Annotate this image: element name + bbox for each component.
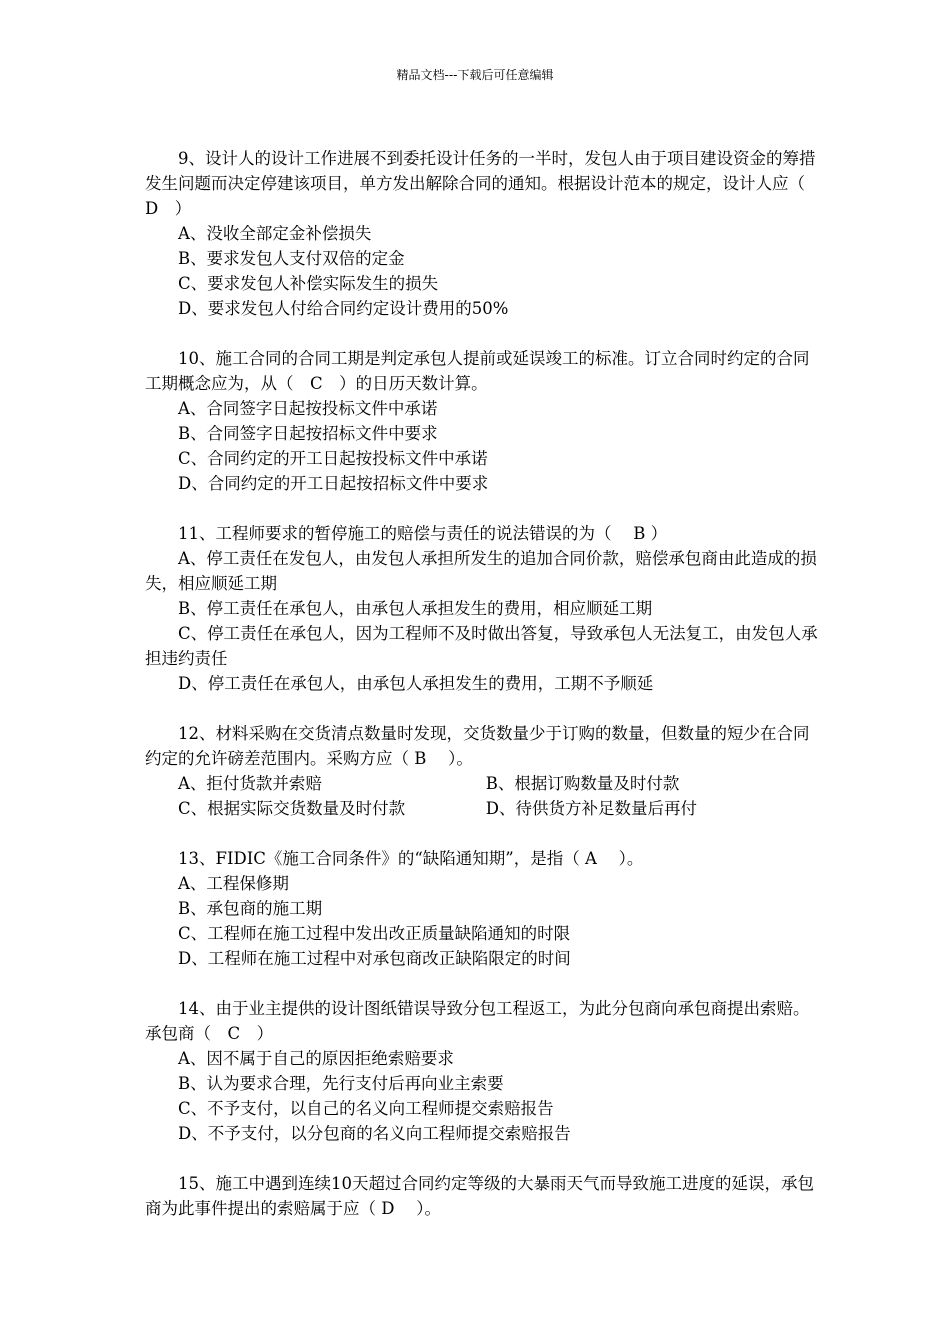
question-13: [145, 846, 825, 971]
option-b: B、合同签字日起按招标文件中要求: [178, 424, 438, 443]
question-stem: 11、工程师要求的暂停施工的赔偿与责任的说法错误的为（ B ）: [178, 524, 668, 543]
option-a: A、工程保修期: [178, 874, 289, 893]
option-d: D、待供货方补足数量后再付: [485, 799, 697, 818]
option-d: D、合同约定的开工日起按招标文件中要求: [178, 474, 489, 493]
question-stem: 9、设计人的设计工作进展不到委托设计任务的一半时，发包人由于项目建设资金的筹措发生问题而决定停建该项目，单方发出解除合同的通知。根据设计范本的规定，设计人应（ D ）: [145, 149, 822, 218]
option-b: B、要求发包人支付双倍的定金: [178, 249, 405, 268]
question-10: [145, 346, 825, 496]
option-a: A、没收全部定金补偿损失: [178, 224, 372, 243]
document-body: [145, 146, 825, 1246]
option-a: A、合同签字日起按投标文件中承诺: [178, 399, 438, 418]
option-d: D、停工责任在承包人，由承包人承担发生的费用，工期不予顺延: [178, 674, 654, 693]
page-header: 精品文档---下载后可任意编辑: [396, 68, 554, 82]
option-a: A、停工责任在发包人，由发包人承担所发生的追加合同价款，赔偿承包商由此造成的损失，相应顺延工期: [145, 549, 817, 593]
option-c: C、合同约定的开工日起按投标文件中承诺: [178, 449, 488, 468]
question-stem: 10、施工合同的合同工期是判定承包人提前或延误竣工的标准。订立合同时约定的合同工期概念应为，从（ C ）的日历天数计算。: [145, 349, 810, 393]
option-d: D、工程师在施工过程中对承包商改正缺陷限定的时间: [178, 949, 571, 968]
option-a: A、因不属于自己的原因拒绝索赔要求: [178, 1049, 454, 1068]
option-d: D、要求发包人付给合同约定设计费用的50%: [178, 299, 509, 318]
option-d: D、不予支付，以分包商的名义向工程师提交索赔报告: [178, 1124, 571, 1143]
option-a: A、拒付货款并索赔: [178, 774, 322, 793]
question-stem: 15、施工中遇到连续10天超过合同约定等级的大暴雨天气而导致施工进度的延误，承包商为此事件提出的索赔属于应（ D ）。: [145, 1174, 814, 1218]
option-c: C、停工责任在承包人，因为工程师不及时做出答复，导致承包人无法复工，由发包人承担违约责任: [145, 624, 818, 668]
question-12: [145, 721, 825, 821]
question-stem: 14、由于业主提供的设计图纸错误导致分包工程返工，为此分包商向承包商提出索赔。承包商（ C ）: [145, 999, 810, 1043]
option-row: [145, 796, 825, 821]
question-9: [145, 146, 825, 321]
option-b: B、承包商的施工期: [178, 899, 323, 918]
question-11: [145, 521, 825, 696]
option-b: B、认为要求合理，先行支付后再向业主索要: [178, 1074, 504, 1093]
option-c: C、工程师在施工过程中发出改正质量缺陷通知的时限: [178, 924, 571, 943]
question-15: [145, 1171, 825, 1221]
option-b: B、停工责任在承包人，由承包人承担发生的费用，相应顺延工期: [178, 599, 653, 618]
question-stem: 12、材料采购在交货清点数量时发现，交货数量少于订购的数量，但数量的短少在合同约定的允许磅差范围内。采购方应（ B ）。: [145, 724, 810, 768]
option-c: C、要求发包人补偿实际发生的损失: [178, 274, 439, 293]
option-row: [145, 771, 825, 796]
question-14: [145, 996, 825, 1146]
option-b: B、根据订购数量及时付款: [485, 774, 680, 793]
question-stem: 13、FIDIC《施工合同条件》的“缺陷通知期”，是指（ A ）。: [178, 849, 644, 868]
option-c: C、根据实际交货数量及时付款: [178, 799, 406, 818]
option-c: C、不予支付，以自己的名义向工程师提交索赔报告: [178, 1099, 554, 1118]
